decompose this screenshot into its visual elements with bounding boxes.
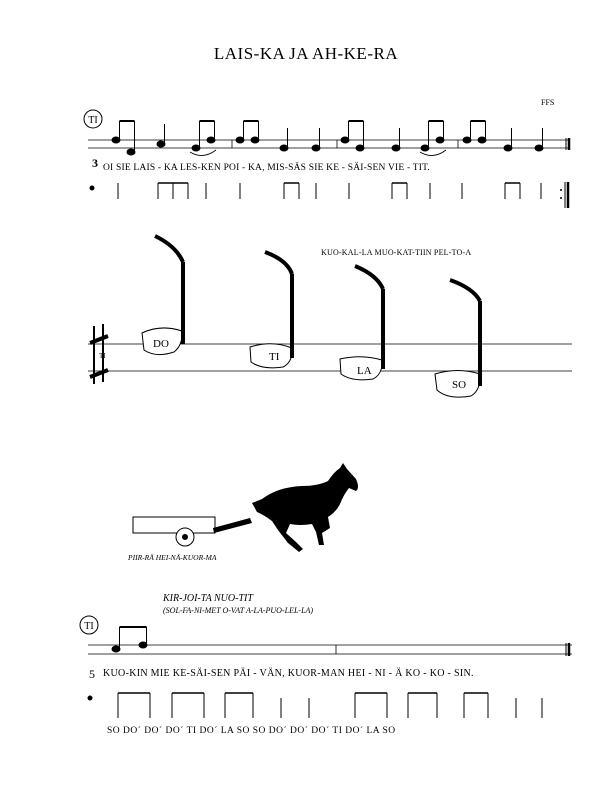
upper-lyric-text: KUO-KAL-LA MUO-KAT-TIIN PEL-TO-A (321, 248, 472, 257)
big-notes (142, 236, 480, 397)
notes-row-3 (112, 627, 147, 652)
solfa-line-2: SO DO´ DO´ DO´ TI DO´ LA SO SO DO´ DO´ DO´ TI DO´ LA SO (107, 726, 396, 736)
rhythm-row-3 (88, 693, 543, 718)
page-title: LAIS-KA JA AH-KE-RA (213, 44, 399, 63)
staff-3 (88, 643, 572, 656)
note-label-ti: TI (269, 351, 280, 363)
rhythm-row-1 (90, 182, 569, 208)
time-signature-2: 5 (89, 667, 95, 681)
instruction-subtext: (SOL-FA-NI-MET O-VAT A-LA-PUO-LEL-LA) (163, 606, 314, 615)
time-signature-1: 3 (92, 156, 98, 170)
instruction-text: KIR-JOI-TA NUO-TIT (163, 593, 253, 604)
staff-label-2: TI (99, 352, 106, 360)
lyric-line-2: KUO-KIN MIE KE-SÄI-SEN PÄI - VÄN, KUOR-MAN HEI - NI - Ä KO - KO - SIN. (103, 668, 474, 679)
horse-icon (252, 463, 358, 552)
tone-label-1: TI (88, 115, 98, 126)
note-label-do: DO (153, 338, 169, 350)
tone-label-3: TI (84, 621, 94, 632)
cart-graphic (133, 517, 252, 546)
author-credit: FFS (541, 98, 555, 107)
note-label-la: LA (357, 365, 372, 377)
cart-caption: PIIR-RÄ HEI-NÄ-KUOR-MA (128, 553, 217, 562)
note-label-so: SO (452, 379, 467, 391)
notes-row-1 (112, 121, 543, 156)
lyric-line-1: OI SIE LAIS - KA LES-KEN POI - KA, MIS-SÄS SIE KE - SÄI-SEN VIE - TIT. (103, 163, 430, 173)
